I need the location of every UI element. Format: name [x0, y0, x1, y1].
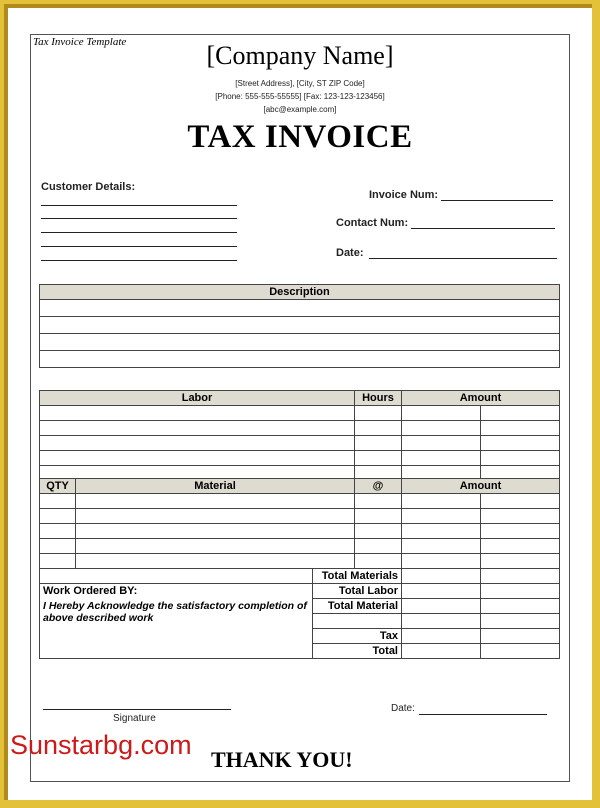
tax-label: Tax: [313, 629, 402, 644]
table-row: [40, 406, 560, 421]
contact-num-label: Contact Num:: [336, 217, 409, 229]
hours-cell[interactable]: [355, 421, 402, 436]
total-materials-value[interactable]: [481, 569, 560, 584]
hours-cell[interactable]: [355, 406, 402, 421]
customer-line-4[interactable]: [41, 246, 237, 247]
amount-cell[interactable]: [481, 509, 560, 524]
acknowledge-text: I Hereby Acknowledge the satisfactory completion of above described work: [40, 599, 313, 659]
invoice-num-label: Invoice Num:: [369, 189, 439, 201]
table-row: [40, 539, 560, 554]
amount-cell[interactable]: [481, 436, 560, 451]
at-cell[interactable]: [355, 524, 402, 539]
table-row: [40, 494, 560, 509]
signature-date-line[interactable]: [419, 714, 547, 715]
hours-cell[interactable]: [355, 451, 402, 466]
amount-cell[interactable]: [481, 539, 560, 554]
total-materials-value[interactable]: [402, 569, 481, 584]
template-tag: Tax Invoice Template: [33, 36, 127, 48]
table-row: [40, 451, 560, 466]
amount-cell[interactable]: [481, 494, 560, 509]
amount-cell[interactable]: [402, 509, 481, 524]
amount-cell[interactable]: [402, 494, 481, 509]
material-cell[interactable]: [76, 509, 355, 524]
total-value[interactable]: [481, 644, 560, 659]
blank-cell: [40, 569, 313, 584]
labor-cell[interactable]: [40, 451, 355, 466]
amount-cell[interactable]: [481, 406, 560, 421]
total-material-value[interactable]: [481, 599, 560, 614]
date-field[interactable]: [369, 258, 557, 259]
labor-cell[interactable]: [40, 406, 355, 421]
total-material-label: Total Material: [313, 599, 402, 614]
description-row[interactable]: [40, 300, 560, 317]
qty-cell[interactable]: [40, 494, 76, 509]
phone-fax: [Phone: 555-555-55555] [Fax: 123-123-123456]: [215, 92, 385, 101]
company-name: [Company Name]: [206, 41, 394, 70]
table-row: [40, 421, 560, 436]
total-material-value[interactable]: [402, 599, 481, 614]
customer-line-1[interactable]: [41, 205, 237, 206]
material-header: Material: [76, 479, 355, 494]
at-header: @: [355, 479, 402, 494]
labor-cell[interactable]: [40, 436, 355, 451]
amount-cell[interactable]: [402, 436, 481, 451]
table-row: [40, 524, 560, 539]
invoice-page: [30, 34, 570, 782]
tax-value[interactable]: [402, 629, 481, 644]
customer-line-3[interactable]: [41, 232, 237, 233]
material-cell[interactable]: [76, 494, 355, 509]
date-label: Date:: [336, 247, 364, 259]
description-table: [39, 284, 560, 368]
material-cell[interactable]: [76, 554, 355, 569]
material-table: [39, 478, 560, 569]
labor-amount-header: Amount: [402, 391, 560, 406]
table-row: [40, 436, 560, 451]
total-materials-label: Total Materials: [313, 569, 402, 584]
amount-cell[interactable]: [481, 524, 560, 539]
amount-cell[interactable]: [402, 539, 481, 554]
labor-header: Labor: [40, 391, 355, 406]
labor-table: [39, 390, 560, 481]
qty-header: QTY: [40, 479, 76, 494]
total-labor-label: Total Labor: [313, 584, 402, 599]
street-address: [Street Address], [City, ST ZIP Code]: [235, 79, 365, 88]
totals-table: [39, 568, 560, 659]
blank-value[interactable]: [402, 614, 481, 629]
tax-value[interactable]: [481, 629, 560, 644]
total-labor-value[interactable]: [402, 584, 481, 599]
hours-cell[interactable]: [355, 436, 402, 451]
description-row[interactable]: [40, 351, 560, 368]
description-header: Description: [40, 285, 560, 300]
total-value[interactable]: [402, 644, 481, 659]
qty-cell[interactable]: [40, 539, 76, 554]
description-row[interactable]: [40, 334, 560, 351]
qty-cell[interactable]: [40, 509, 76, 524]
customer-line-5[interactable]: [41, 260, 237, 261]
amount-cell[interactable]: [402, 554, 481, 569]
blank-value[interactable]: [481, 614, 560, 629]
amount-cell[interactable]: [481, 451, 560, 466]
amount-cell[interactable]: [402, 406, 481, 421]
description-row[interactable]: [40, 317, 560, 334]
amount-cell[interactable]: [481, 554, 560, 569]
material-cell[interactable]: [76, 539, 355, 554]
amount-cell[interactable]: [402, 451, 481, 466]
invoice-num-field[interactable]: [441, 200, 553, 201]
contact-num-field[interactable]: [411, 228, 555, 229]
amount-cell[interactable]: [402, 421, 481, 436]
at-cell[interactable]: [355, 539, 402, 554]
thank-you-text: THANK YOU!: [211, 747, 353, 772]
hours-header: Hours: [355, 391, 402, 406]
labor-cell[interactable]: [40, 421, 355, 436]
qty-cell[interactable]: [40, 524, 76, 539]
total-labor-value[interactable]: [481, 584, 560, 599]
table-row: [40, 509, 560, 524]
customer-details-label: Customer Details:: [41, 181, 136, 193]
total-label: Total: [313, 644, 402, 659]
signature-line[interactable]: [43, 709, 231, 710]
signature-date-label: Date:: [391, 703, 415, 714]
amount-cell[interactable]: [481, 421, 560, 436]
material-amount-header: Amount: [402, 479, 560, 494]
customer-line-2[interactable]: [41, 218, 237, 219]
material-cell[interactable]: [76, 524, 355, 539]
email: [abc@example.com]: [263, 105, 337, 114]
invoice-title: TAX INVOICE: [187, 119, 413, 155]
table-row: [40, 554, 560, 569]
work-ordered-by-label: Work Ordered BY:: [40, 584, 313, 599]
amount-cell[interactable]: [402, 524, 481, 539]
watermark: Sunstarbg.com: [10, 730, 192, 760]
blank-cell: [313, 614, 402, 629]
signature-label: Signature: [113, 713, 156, 724]
at-cell[interactable]: [355, 554, 402, 569]
at-cell[interactable]: [355, 494, 402, 509]
qty-cell[interactable]: [40, 554, 76, 569]
at-cell[interactable]: [355, 509, 402, 524]
